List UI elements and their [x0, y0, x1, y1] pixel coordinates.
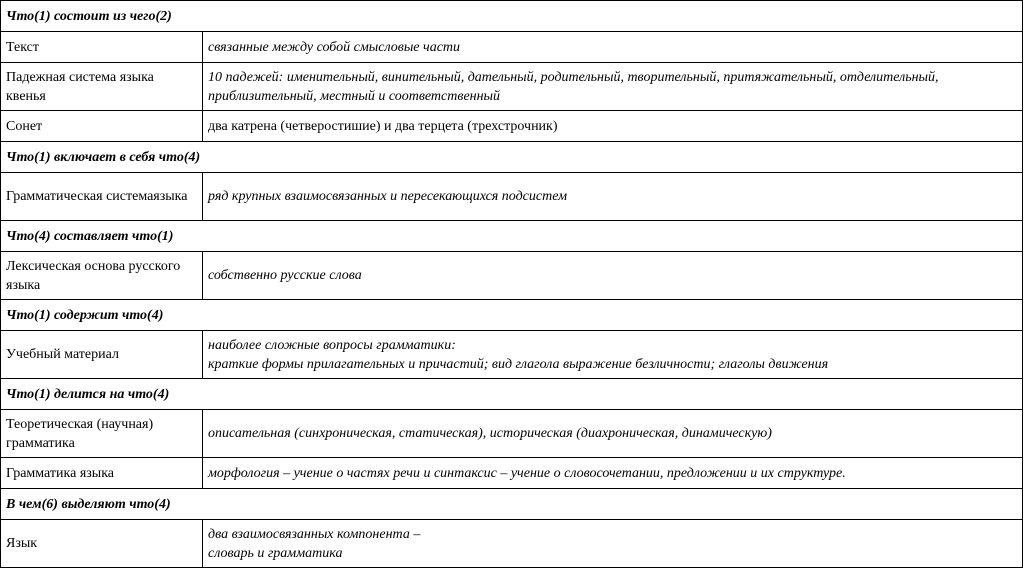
- table-row: [1, 520, 1023, 568]
- value-cell: морфология – учение о частях речи и синтаксис – учение о словосочетании, предложении и их структуре.: [203, 458, 1023, 489]
- section-header: Что(1) включает в себя что(4): [1, 142, 1023, 173]
- table-row: [1, 458, 1023, 489]
- value-cell: два взаимосвязанных компонента – словарь и грамматика: [203, 520, 1023, 568]
- term-cell: Учебный материал: [1, 331, 203, 379]
- section-header: В чем(6) выделяют что(4): [1, 489, 1023, 520]
- section-header-row: [1, 221, 1023, 252]
- term-cell: Лексическая основа русского языка: [1, 252, 203, 300]
- table-row: [1, 410, 1023, 458]
- section-header-row: [1, 379, 1023, 410]
- section-header-row: [1, 142, 1023, 173]
- term-cell: Сонет: [1, 111, 203, 142]
- section-header: Что(4) составляет что(1): [1, 221, 1023, 252]
- table-row: [1, 331, 1023, 379]
- table-row: [1, 252, 1023, 300]
- value-cell: два катрена (четверостишие) и два терцета (трехстрочник): [203, 111, 1023, 142]
- table-row: [1, 173, 1023, 221]
- value-cell: связанные между собой смысловые части: [203, 32, 1023, 63]
- term-cell: Язык: [1, 520, 203, 568]
- value-cell: ряд крупных взаимосвязанных и пересекающихся подсистем: [203, 173, 1023, 221]
- value-cell: наиболее сложные вопросы грамматики: краткие формы прилагательных и причастий; вид глагола выражение безличности; глаголы движения: [203, 331, 1023, 379]
- term-cell: Текст: [1, 32, 203, 63]
- term-cell: Грамматика языка: [1, 458, 203, 489]
- table-row: [1, 32, 1023, 63]
- section-header: Что(1) состоит из чего(2): [1, 1, 1023, 32]
- value-cell: описательная (синхроническая, статическая), историческая (диахроническая, динамическую): [203, 410, 1023, 458]
- value-cell: собственно русские слова: [203, 252, 1023, 300]
- section-header-row: [1, 300, 1023, 331]
- section-header-row: [1, 1, 1023, 32]
- value-cell: 10 падежей: именительный, винительный, дательный, родительный, творительный, притяжательный, отделительный, приблизительный, местный и соответственный: [203, 63, 1023, 111]
- table-row: [1, 63, 1023, 111]
- term-cell: Падежная система языка квенья: [1, 63, 203, 111]
- section-header-row: [1, 489, 1023, 520]
- table-row: [1, 111, 1023, 142]
- section-header: Что(1) делится на что(4): [1, 379, 1023, 410]
- term-cell: Грамматическая системаязыка: [1, 173, 203, 221]
- section-header: Что(1) содержит что(4): [1, 300, 1023, 331]
- term-cell: Теоретическая (научная) грамматика: [1, 410, 203, 458]
